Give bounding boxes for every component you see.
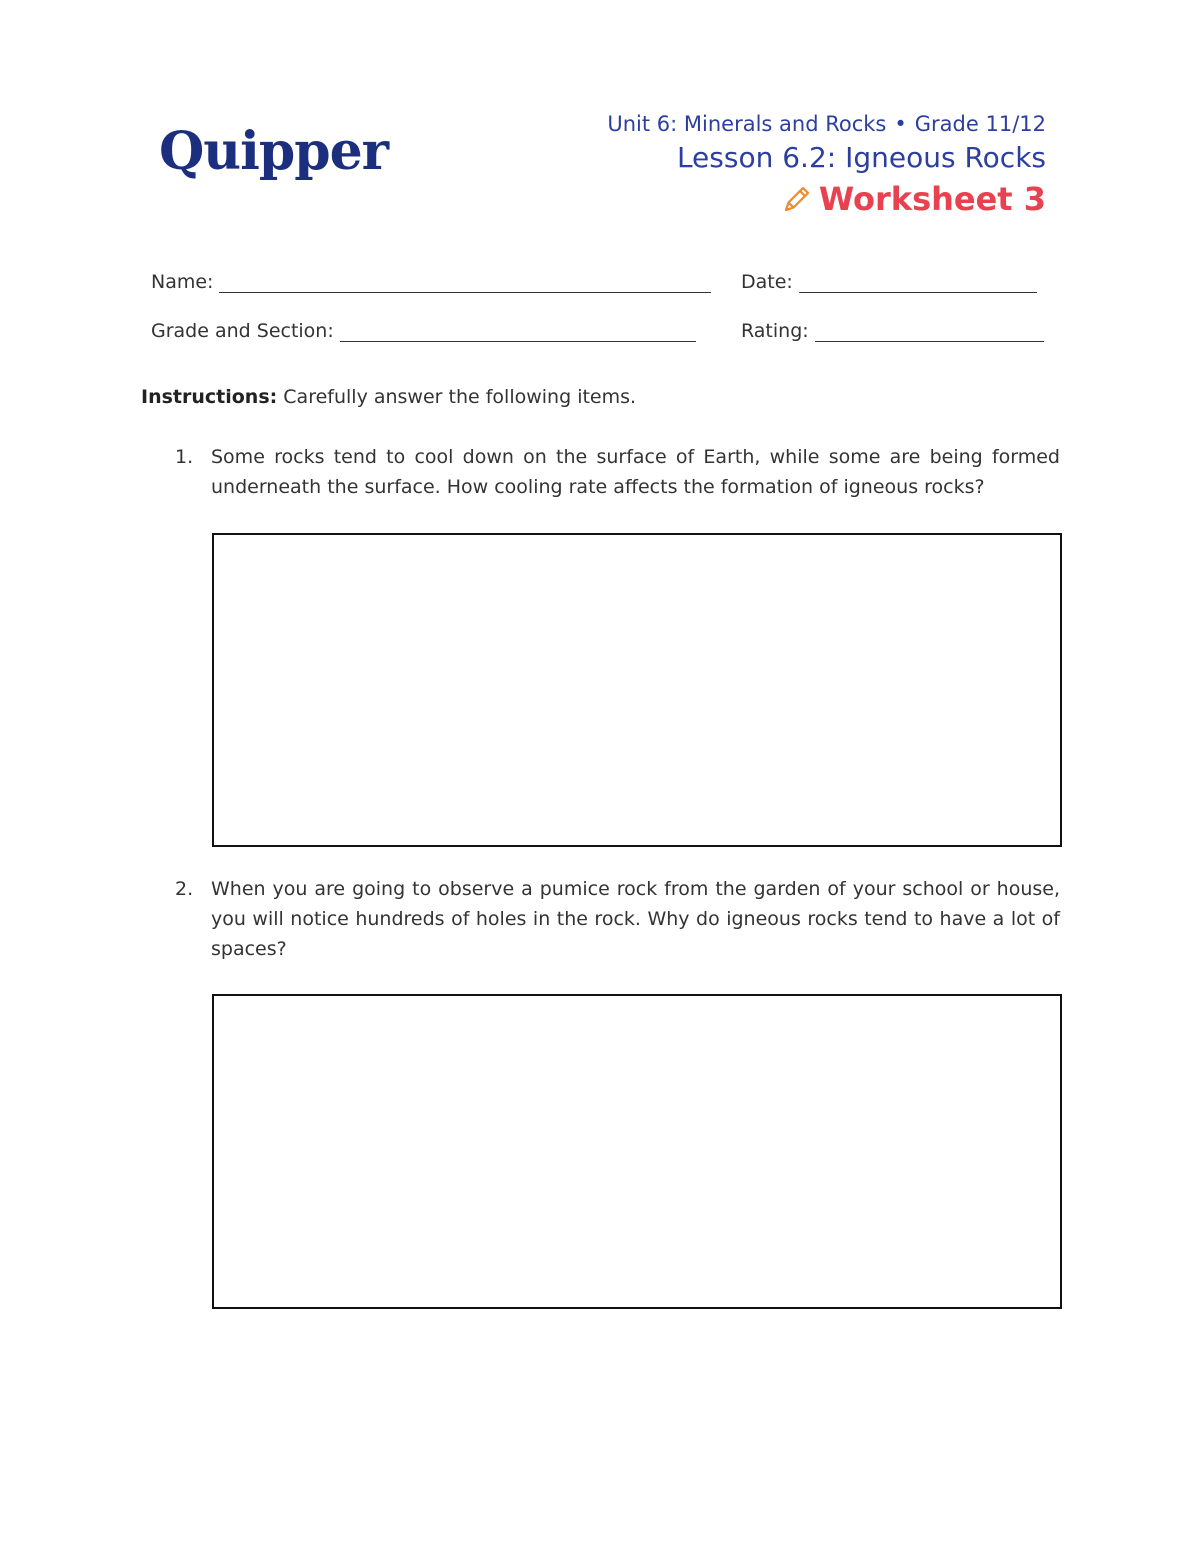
name-blank[interactable] [219,274,711,293]
instructions [141,386,636,408]
question-number: 1. [175,446,194,468]
grade-section-label: Grade and Section: [151,320,334,342]
unit-line [607,110,1046,138]
answer-box-2[interactable] [212,994,1062,1309]
separator-dot: • [894,112,907,136]
pencil-icon [781,183,813,215]
instructions-label: Instructions: [141,386,278,408]
question-1 [175,442,1060,502]
question-number: 2. [175,878,194,900]
rating-blank[interactable] [815,323,1044,342]
grade-section-blank[interactable] [340,323,696,342]
date-field[interactable] [741,271,1037,293]
date-label: Date: [741,271,793,293]
name-field[interactable] [151,271,711,293]
worksheet-title-row [607,178,1046,220]
unit-title: Unit 6: Minerals and Rocks [607,112,887,136]
date-blank[interactable] [799,274,1037,293]
instructions-text: Carefully answer the following items. [283,386,637,408]
name-label: Name: [151,271,214,293]
question-text: When you are going to observe a pumice rock from the garden of your school or house, you will notice hundreds of holes in the rock. Why do igneous rocks tend to have a lot of spaces? [211,878,1060,960]
worksheet-title: Worksheet 3 [818,180,1046,218]
rating-label: Rating: [741,320,809,342]
worksheet-header [607,110,1046,220]
question-2 [175,874,1060,964]
rating-field[interactable] [741,320,1044,342]
lesson-title: Lesson 6.2: Igneous Rocks [676,141,1046,174]
grade-level: Grade 11/12 [914,112,1046,136]
answer-box-1[interactable] [212,533,1062,847]
question-text: Some rocks tend to cool down on the surface of Earth, while some are being formed underneath the surface. How cooling rate affects the formation of igneous rocks? [211,446,1060,498]
grade-section-field[interactable] [151,320,696,342]
quipper-logo: Quipper [159,121,389,182]
